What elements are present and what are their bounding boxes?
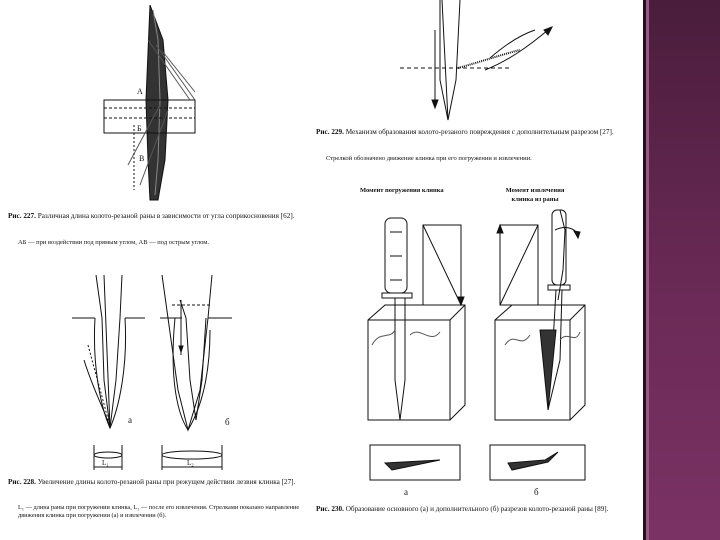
fig228-caption <box>8 478 306 487</box>
fig227-label-a: A <box>137 87 143 96</box>
fig228-l2: L₂ <box>187 459 194 467</box>
fig230-header-left: Момент погружения клинка <box>360 187 444 194</box>
fig230-header-right: Момент извлечения клинка из раны <box>505 187 565 203</box>
fig229-illustration <box>400 0 552 120</box>
fig228-note: L₁ — длина раны при погружении клинка, L₂ — после его извлечения. Стрелками показано направление движения клинка при погружении (а) и извлечении (б). <box>18 504 300 519</box>
fig230-label-b: б <box>534 487 539 497</box>
fig229-title: Рис. 229. <box>316 128 344 136</box>
fig227-text: Различная длина колото-резаной раны в зависимости от угла соприкосновения [62]. <box>37 212 295 220</box>
fig228-illustration <box>72 275 232 470</box>
fig229-caption <box>316 128 616 137</box>
fig228-title: Рис. 228. <box>8 478 36 486</box>
fig227-label-b: Б <box>137 124 142 133</box>
fig228-label-b: б <box>225 417 230 427</box>
fig227-illustration <box>104 5 195 200</box>
fig227-caption <box>8 212 306 221</box>
fig230-title: Рис. 230. <box>316 505 344 513</box>
fig230-text: Образование основного (а) и дополнительного (б) разрезов колото-резаной раны [89]. <box>345 505 609 513</box>
fig227-label-v: В <box>139 154 145 163</box>
fig227-note: АБ — при воздействии под прямым углом, АВ — под острым углом. <box>18 239 210 246</box>
fig230-caption <box>316 505 638 514</box>
fig229-note: Стрелкой обозначено движение клинка при его погружении и извлечении. <box>326 155 532 162</box>
fig227-title: Рис. 227. <box>8 212 36 220</box>
fig228-label-a: а <box>128 415 132 425</box>
fig229-text: Механизм образования колото-резаного повреждения с дополнительным разрезом [27]. <box>345 128 614 136</box>
fig228-text: Увеличение длины колото-резаной раны при режущем действии лезвия клинка [27]. <box>37 478 296 486</box>
fig230-illustration <box>368 210 585 480</box>
fig230-label-a: а <box>404 487 408 497</box>
fig228-l1: L₁ <box>102 459 109 467</box>
